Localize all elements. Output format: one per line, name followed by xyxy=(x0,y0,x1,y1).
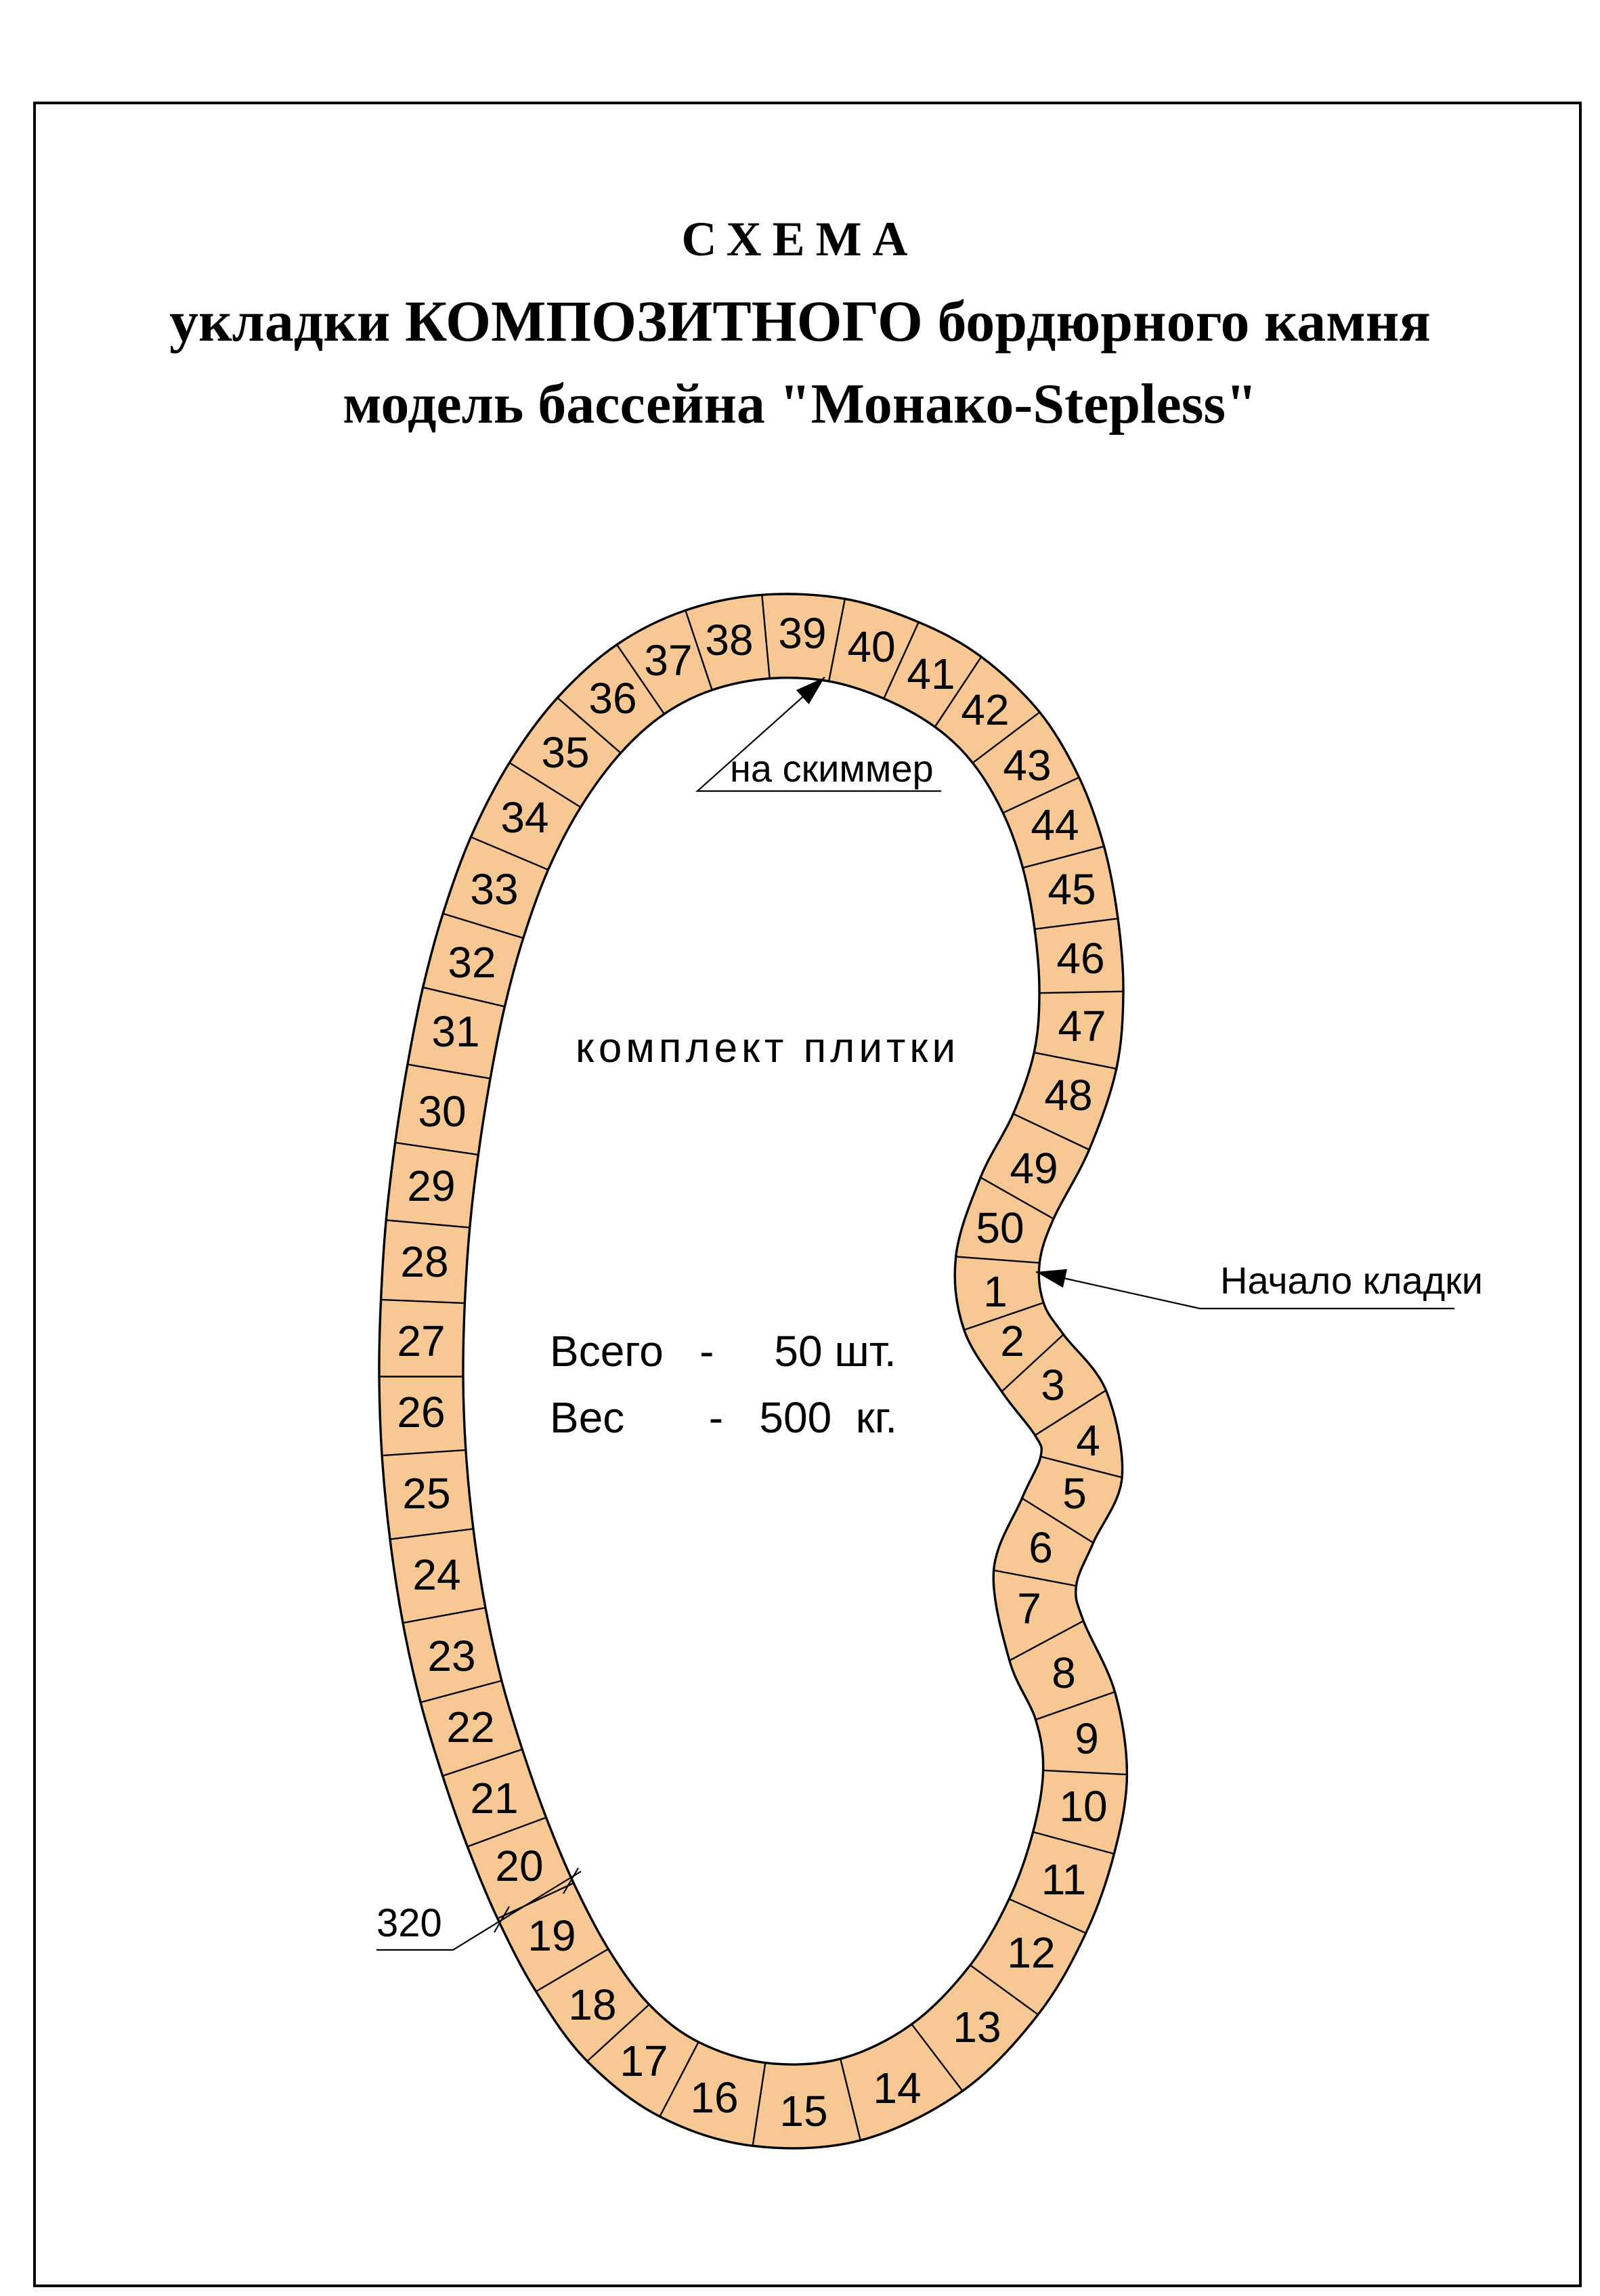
tile-number-44: 44 xyxy=(1031,801,1079,849)
tile-number-38: 38 xyxy=(705,616,754,664)
tile-number-12: 12 xyxy=(1007,1928,1056,1977)
tile-number-46: 46 xyxy=(1056,934,1105,983)
tile-number-8: 8 xyxy=(1052,1649,1076,1697)
tile-number-20: 20 xyxy=(495,1842,544,1890)
tile-number-26: 26 xyxy=(397,1388,446,1437)
tile-number-37: 37 xyxy=(644,636,693,685)
tile-number-10: 10 xyxy=(1059,1782,1108,1831)
tile-number-1: 1 xyxy=(983,1267,1008,1316)
tile-number-15: 15 xyxy=(779,2087,828,2135)
tile-kit-label: комплект плитки xyxy=(576,1025,960,1071)
tile-number-18: 18 xyxy=(568,1980,617,2029)
tile-number-7: 7 xyxy=(1017,1584,1041,1633)
tile-number-35: 35 xyxy=(541,728,590,777)
tile-number-17: 17 xyxy=(620,2037,668,2085)
tile-number-9: 9 xyxy=(1075,1714,1099,1763)
tile-number-41: 41 xyxy=(907,650,955,698)
tile-number-49: 49 xyxy=(1010,1144,1058,1193)
tile-number-11: 11 xyxy=(1041,1855,1087,1904)
tile-number-4: 4 xyxy=(1076,1416,1100,1465)
tile-number-39: 39 xyxy=(778,609,827,658)
tile-number-3: 3 xyxy=(1041,1361,1065,1409)
tile-number-34: 34 xyxy=(500,793,549,842)
tile-number-27: 27 xyxy=(397,1317,446,1365)
total-weight-line: Вес - 500 кг. xyxy=(550,1393,898,1442)
tile-number-50: 50 xyxy=(976,1204,1024,1252)
title-subtitle: укладки КОМПОЗИТНОГО бордюрного камня xyxy=(169,289,1431,354)
tile-number-42: 42 xyxy=(961,685,1010,734)
title-schema: СХЕМА xyxy=(681,212,919,266)
totals-block xyxy=(550,1318,897,1451)
tile-number-31: 31 xyxy=(431,1007,480,1056)
tile-number-45: 45 xyxy=(1047,865,1096,914)
tile-number-24: 24 xyxy=(412,1550,461,1599)
total-count-line: Всего - 50 шт. xyxy=(550,1327,896,1376)
tile-number-29: 29 xyxy=(407,1162,456,1210)
tile-number-47: 47 xyxy=(1058,1002,1106,1050)
skimmer-annotation-label: на скиммер xyxy=(730,747,934,790)
dimension-320-label: 320 xyxy=(376,1901,442,1945)
skimmer-leader-arrowhead xyxy=(796,677,825,704)
tile-number-13: 13 xyxy=(953,2003,1001,2051)
tile-number-23: 23 xyxy=(427,1632,476,1680)
tile-number-48: 48 xyxy=(1044,1071,1093,1120)
tile-number-6: 6 xyxy=(1029,1523,1053,1572)
tile-number-28: 28 xyxy=(400,1237,449,1286)
tile-number-2: 2 xyxy=(1000,1317,1024,1365)
tile-number-25: 25 xyxy=(402,1469,451,1518)
tile-number-33: 33 xyxy=(470,865,519,914)
tile-number-21: 21 xyxy=(470,1774,519,1823)
start-of-laying-annotation-label: Начало кладки xyxy=(1220,1259,1484,1302)
tile-number-30: 30 xyxy=(418,1087,467,1136)
tile-number-16: 16 xyxy=(690,2073,739,2122)
tile-number-14: 14 xyxy=(873,2064,922,2112)
tile-number-19: 19 xyxy=(527,1911,576,1960)
tile-number-22: 22 xyxy=(446,1703,495,1751)
tile-number-40: 40 xyxy=(847,622,896,671)
tile-number-36: 36 xyxy=(588,674,637,723)
tile-number-43: 43 xyxy=(1003,741,1052,790)
tile-number-5: 5 xyxy=(1062,1469,1087,1518)
tile-number-32: 32 xyxy=(448,938,496,987)
title-pool-model: модель бассейна "Монако-Stepless" xyxy=(343,373,1257,435)
